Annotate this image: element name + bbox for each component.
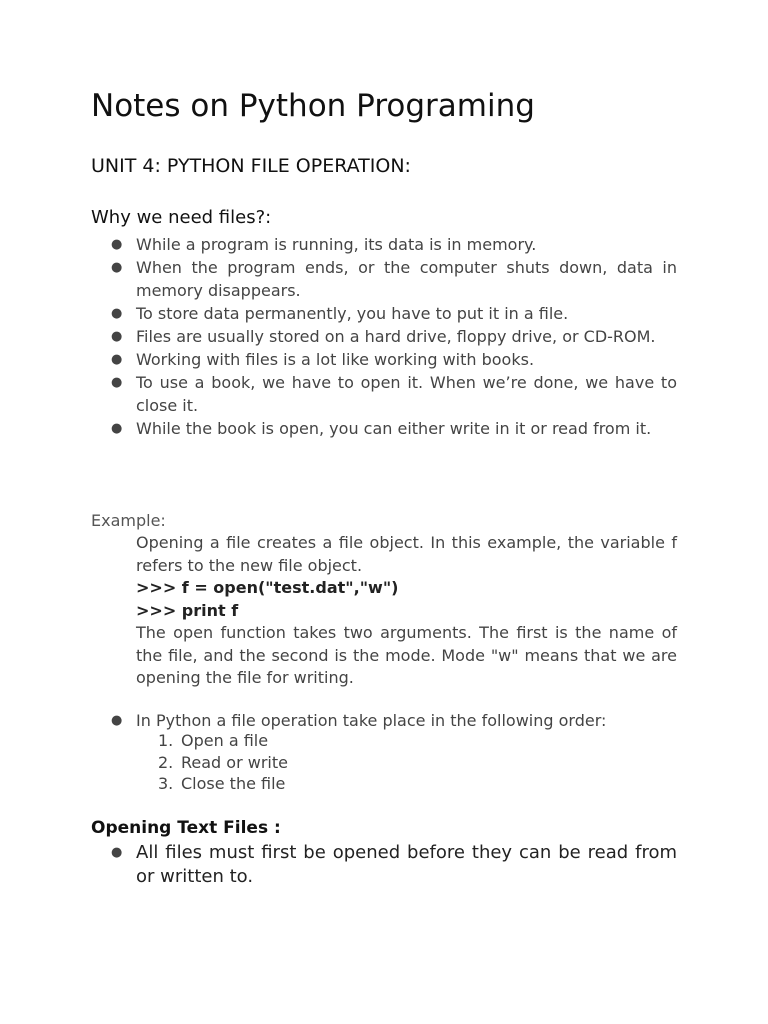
list-item-text: In Python a file operation take place in the following order: xyxy=(136,711,607,730)
list-item-text: Working with files is a lot like working with books. xyxy=(136,350,535,369)
example-body xyxy=(136,532,677,690)
list-item xyxy=(91,233,677,256)
unit-heading: UNIT 4: PYTHON FILE OPERATION: xyxy=(91,155,411,177)
bullet-icon: ● xyxy=(111,421,123,436)
code-line: >>> print f xyxy=(136,600,239,620)
step-text: Close the file xyxy=(181,774,286,793)
list-item xyxy=(91,709,677,732)
example-explanation: The open function takes two arguments. The first is the name of the file, and the second is the mode. Mode "w" means that we are opening the file for writing. xyxy=(136,623,677,687)
opening-files-list xyxy=(91,841,677,889)
list-item-text: When the program ends, or the computer shuts down, data in memory disappears. xyxy=(136,258,677,300)
list-item-text: To store data permanently, you have to put it in a file. xyxy=(136,304,569,323)
bullet-icon: ● xyxy=(111,306,123,321)
step-item xyxy=(158,773,288,795)
list-item-text: All files must first be opened before they can be read from or written to. xyxy=(136,842,677,887)
step-text: Read or write xyxy=(181,752,288,772)
example-label: Example: xyxy=(91,511,166,530)
list-item-text: Files are usually stored on a hard drive, floppy drive, or CD-ROM. xyxy=(136,327,656,346)
list-item xyxy=(91,256,677,302)
list-item-text: While the book is open, you can either write in it or read from it. xyxy=(136,419,652,438)
list-item xyxy=(91,841,677,889)
order-steps-list xyxy=(158,730,288,795)
step-item xyxy=(158,730,288,752)
list-item xyxy=(91,371,677,417)
step-item xyxy=(158,752,288,774)
bullet-icon: ● xyxy=(111,260,123,275)
why-files-list xyxy=(91,233,677,440)
why-files-heading: Why we need files?: xyxy=(91,207,272,228)
bullet-icon: ● xyxy=(111,845,123,860)
code-line: >>> f = open("test.dat","w") xyxy=(136,578,399,597)
file-order-list xyxy=(91,709,677,732)
step-text: Open a file xyxy=(181,731,269,750)
step-number: 1. xyxy=(158,731,174,750)
example-intro: Opening a file creates a file object. In this example, the variable f refers to the new file object. xyxy=(136,533,677,575)
bullet-icon: ● xyxy=(111,329,123,344)
list-item-text: While a program is running, its data is in memory. xyxy=(136,235,537,254)
bullet-icon: ● xyxy=(111,352,123,367)
bullet-icon: ● xyxy=(111,237,123,252)
list-item xyxy=(91,325,677,348)
bullet-icon: ● xyxy=(111,713,123,728)
step-number: 2. xyxy=(158,752,174,772)
bullet-icon: ● xyxy=(111,375,123,390)
step-number: 3. xyxy=(158,774,174,793)
list-item xyxy=(91,302,677,325)
list-item xyxy=(91,348,677,371)
list-item-text: To use a book, we have to open it. When we’re done, we have to close it. xyxy=(136,373,677,415)
list-item xyxy=(91,417,677,440)
document-title: Notes on Python Programing xyxy=(91,88,535,124)
opening-files-heading: Opening Text Files : xyxy=(91,818,281,838)
